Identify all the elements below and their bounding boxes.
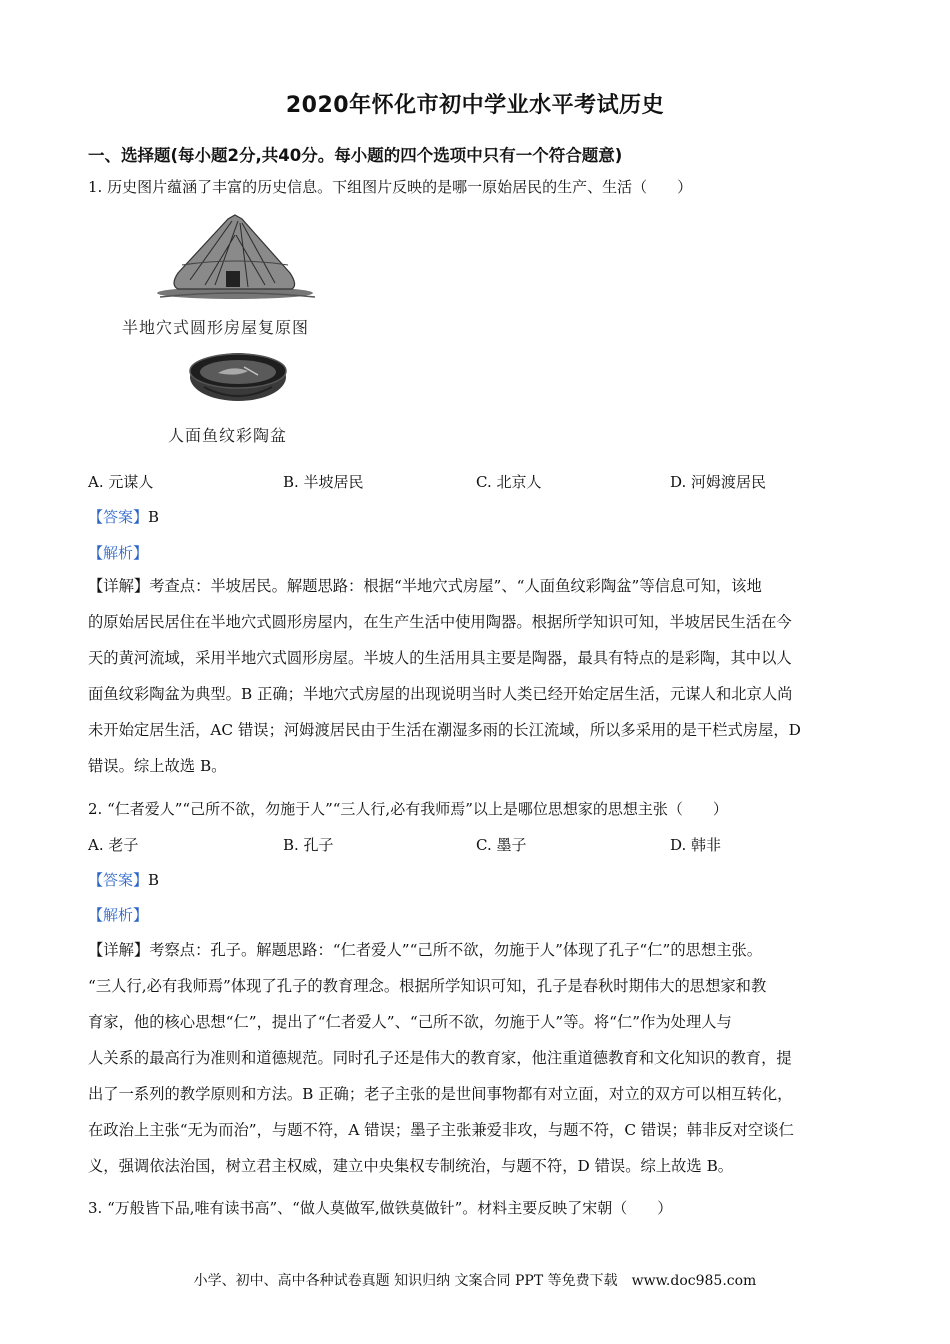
q1-stem: 1. 历史图片蕴涵了丰富的历史信息。下组图片反映的是哪一原始居民的生产、生活（ ） xyxy=(88,178,693,196)
q2-stem: 2. “仁者爱人”“己所不欲，勿施于人”“三人行,必有我师焉”以上是哪位思想家的思想主张（ ） xyxy=(88,800,728,818)
q2-detail-line: 出了一系列的教学原则和方法。B 正确；老子主张的是世间事物都有对立面，对立的双方可以相互转化， xyxy=(88,1085,793,1103)
q2-option-a: A. 老子 xyxy=(88,836,139,854)
q2-option-d: D. 韩非 xyxy=(670,836,722,854)
q1-caption-1: 半地穴式圆形房屋复原图 xyxy=(122,318,310,337)
q1-detail xyxy=(88,568,868,784)
q2-detail-line: 在政治上主张“无为而治”，与题不符，A 错误；墨子主张兼爱非攻，与题不符，C 错误；韩非反对空谈仁 xyxy=(88,1121,794,1139)
q1-answer-label: 【答案】 xyxy=(88,508,149,526)
q1-detail-line: 【详解】考查点：半坡居民。解题思路：根据“半地穴式房屋”、“人面鱼纹彩陶盆”等信息可知，该地 xyxy=(88,577,762,595)
q1-figure-images xyxy=(120,205,360,455)
q1-answer-value: B xyxy=(148,508,160,526)
q2-option-c: C. 墨子 xyxy=(476,836,527,854)
q1-detail-line: 错误。综上故选 B。 xyxy=(88,757,227,775)
section-heading: 一、选择题(每小题2分,共40分。每小题的四个选项中只有一个符合题意) xyxy=(88,146,623,165)
q2-detail-line: “三人行,必有我师焉”体现了孔子的教育理念。根据所学知识可知，孔子是春秋时期伟大的思想家和教 xyxy=(88,977,767,995)
q2-answer-label: 【答案】 xyxy=(88,871,149,889)
q2-answer-value: B xyxy=(148,871,160,889)
q2-detail-line: 义，强调依法治国，树立君主权威，建立中央集权专制统治，与题不符，D 错误。综上故选 B。 xyxy=(88,1157,734,1175)
q1-figure xyxy=(120,205,360,455)
page-footer: 小学、初中、高中各种试卷真题 知识归纳 文案合同 PPT 等免费下载 www.doc985.com xyxy=(193,1273,757,1289)
q1-detail-line: 天的黄河流域，采用半地穴式圆形房屋。半坡人的生活用具主要是陶器，最具有特点的是彩陶，其中以人 xyxy=(88,649,792,667)
q1-options xyxy=(88,471,868,493)
q1-option-d: D. 河姆渡居民 xyxy=(670,473,767,491)
semi-subterranean-house-illustration xyxy=(157,215,315,299)
q1-detail-line: 的原始居民居住在半地穴式圆形房屋内，在生产生活中使用陶器。根据所学知识可知，半坡居民生活在今 xyxy=(88,613,792,631)
q2-detail-line: 【详解】考察点：孔子。解题思路：“仁者爱人”“己所不欲，勿施于人”体现了孔子“仁”的思想主张。 xyxy=(88,941,763,959)
q2-detail xyxy=(88,932,868,1184)
q1-option-a: A. 元谋人 xyxy=(88,473,154,491)
q2-detail-line: 育家，他的核心思想“仁”，提出了“仁者爱人”、“己所不欲，勿施于人”等。将“仁”作为处理人与 xyxy=(88,1013,732,1031)
q2-option-b: B. 孔子 xyxy=(283,836,334,854)
page-title: 2020年怀化市初中学业水平考试历史 xyxy=(285,93,665,118)
q3-stem: 3. “万般皆下品,唯有读书高”、“做人莫做军,做铁莫做针”。材料主要反映了宋朝（ ） xyxy=(88,1199,673,1217)
q1-option-c: C. 北京人 xyxy=(476,473,542,491)
q1-detail-line: 未开始定居生活，AC 错误；河姆渡居民由于生活在潮湿多雨的长江流域，所以多采用的是干栏式房屋，D xyxy=(88,721,801,739)
q2-analysis-label: 【解析】 xyxy=(88,906,149,924)
painted-pottery-basin-illustration xyxy=(190,353,286,401)
q1-analysis-label: 【解析】 xyxy=(88,544,149,562)
q1-answer xyxy=(88,506,159,527)
q2-options xyxy=(88,834,868,856)
q1-option-b: B. 半坡居民 xyxy=(283,473,364,491)
q1-detail-line: 面鱼纹彩陶盆为典型。B 正确；半地穴式房屋的出现说明当时人类已经开始定居生活，元谋人和北京人尚 xyxy=(88,685,793,703)
q2-detail-line: 人关系的最高行为准则和道德规范。同时孔子还是伟大的教育家，他注重道德教育和文化知识的教育，提 xyxy=(88,1049,792,1067)
q1-caption-2: 人面鱼纹彩陶盆 xyxy=(168,426,288,445)
q2-answer xyxy=(88,869,159,890)
